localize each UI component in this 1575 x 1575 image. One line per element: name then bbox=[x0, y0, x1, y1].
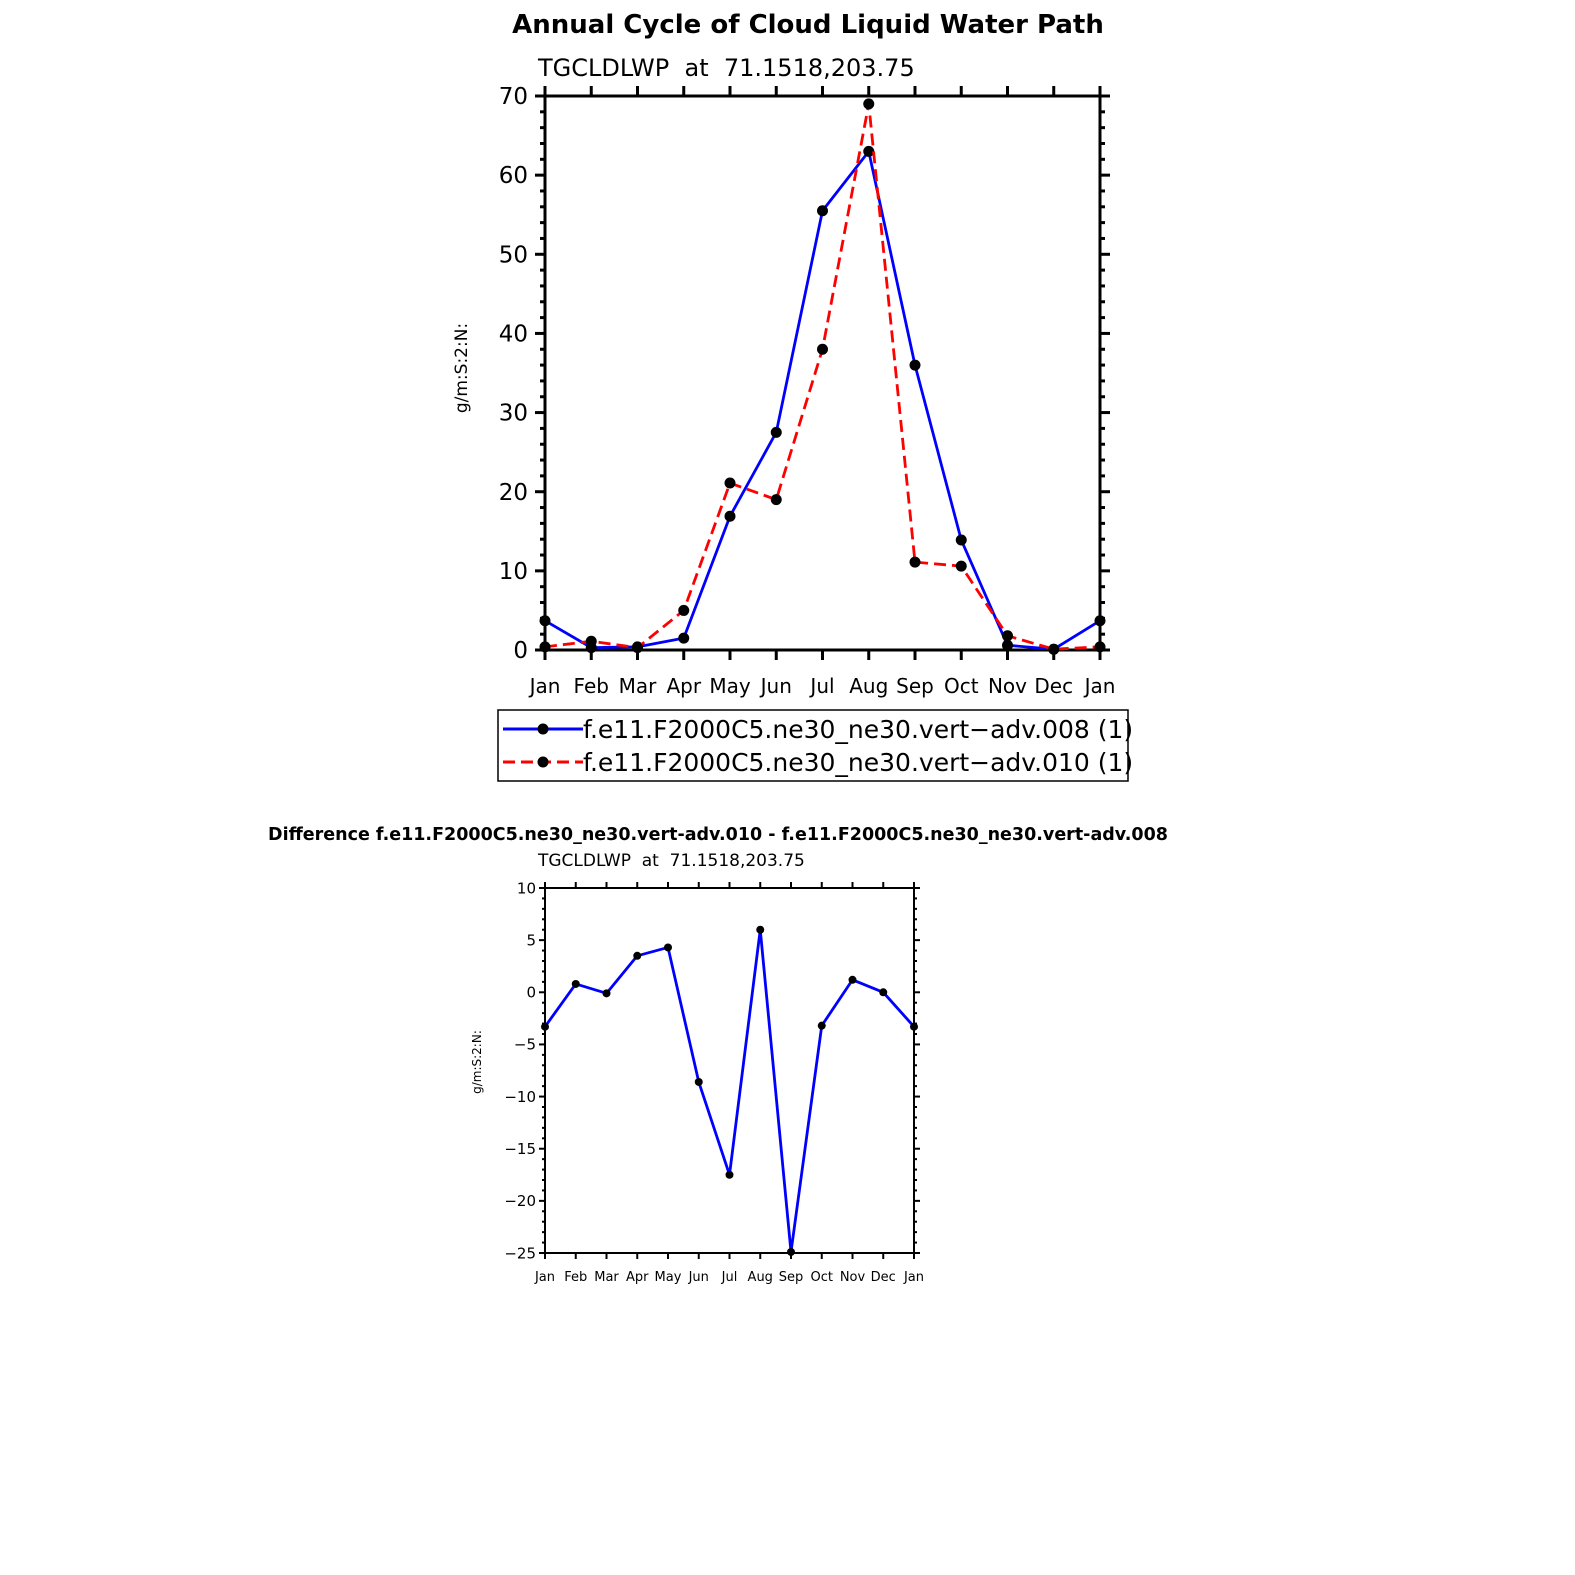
chart-1-series-2-point bbox=[910, 557, 921, 568]
chart-1-xtick-label: Apr bbox=[666, 674, 702, 698]
chart-1-title: Annual Cycle of Cloud Liquid Water Path bbox=[512, 10, 1104, 40]
chart-1-xtick-label: Jul bbox=[810, 674, 835, 698]
chart-1-series-2-point bbox=[771, 494, 782, 505]
chart-2-xtick-label: Sep bbox=[778, 1270, 804, 1285]
chart-1-xtick-label: Feb bbox=[573, 674, 609, 698]
chart-2-ytick-label: −25 bbox=[504, 1244, 536, 1263]
chart-2-series-1-point bbox=[756, 926, 764, 934]
chart-2-ytick-label: 10 bbox=[516, 879, 536, 898]
chart-1-xtick-label: Jan bbox=[529, 674, 561, 698]
chart-1-series-1-point bbox=[817, 205, 828, 216]
chart-1-xtick-label: Jun bbox=[760, 674, 792, 698]
chart-2-series-1-point bbox=[603, 989, 611, 997]
chart-2-xtick-label: Jan bbox=[903, 1270, 925, 1285]
chart-1-ytick-label: 0 bbox=[513, 638, 528, 665]
chart-2-series-1-point bbox=[572, 980, 580, 988]
chart-1-ytick-label: 40 bbox=[498, 321, 528, 348]
chart-2-xtick-label: Aug bbox=[747, 1270, 773, 1285]
chart-2-series-1-point bbox=[695, 1078, 703, 1086]
chart-2-xtick-label: Dec bbox=[870, 1270, 896, 1285]
chart-2-series-1-point bbox=[664, 943, 672, 951]
chart-2-series-1-point bbox=[849, 976, 857, 984]
chart-1-ytick-label: 30 bbox=[498, 400, 528, 427]
legend-label-series-2: f.e11.F2000C5.ne30_ne30.vert−adv.010 (1) bbox=[583, 748, 1134, 777]
chart-1-series-1-point bbox=[725, 511, 736, 522]
chart-2-ytick-label: −20 bbox=[504, 1192, 536, 1211]
chart-2-xtick-label: Feb bbox=[564, 1270, 588, 1285]
legend-marker-series-2 bbox=[538, 757, 549, 768]
chart-2-title: Difference f.e11.F2000C5.ne30_ne30.vert-adv.010 - f.e11.F2000C5.ne30_ne30.vert-adv.008 bbox=[268, 825, 1168, 845]
chart-2-series-1-point bbox=[541, 1023, 549, 1031]
chart-1-xtick-label: Oct bbox=[943, 674, 979, 698]
chart-1-xtick-label: Sep bbox=[896, 674, 934, 698]
chart-2-series-1-point bbox=[818, 1022, 826, 1030]
chart-2-xtick-label: Nov bbox=[839, 1270, 866, 1285]
chart-1-xtick-label: Jan bbox=[1084, 674, 1116, 698]
chart-1-series-1-point bbox=[956, 534, 967, 545]
chart-1-ytick-label: 50 bbox=[498, 242, 528, 269]
chart-1-xtick-label: May bbox=[709, 674, 751, 698]
chart-2-ytick-label: −15 bbox=[504, 1139, 536, 1158]
chart-1-ytick-label: 20 bbox=[498, 479, 528, 506]
chart-1-subtitle: TGCLDLWP at 71.1518,203.75 bbox=[538, 54, 915, 82]
chart-1-series-2-point bbox=[1048, 644, 1059, 655]
chart-1-series-2-point bbox=[632, 642, 643, 653]
chart-1-ytick-label: 70 bbox=[498, 84, 528, 111]
chart-2-series-1-point bbox=[726, 1171, 734, 1179]
chart-2-xtick-label: May bbox=[654, 1270, 682, 1285]
chart-1-xtick-label: Aug bbox=[849, 674, 889, 698]
chart-2-series-1-point bbox=[879, 988, 887, 996]
chart-2-xtick-label: Jun bbox=[688, 1270, 709, 1285]
chart-1-ytick-label: 60 bbox=[498, 163, 528, 190]
chart-1-series-2-point bbox=[678, 605, 689, 616]
chart-1-xtick-label: Nov bbox=[987, 674, 1028, 698]
chart-2-subtitle: TGCLDLWP at 71.1518,203.75 bbox=[538, 851, 805, 871]
chart-1-xtick-label: Mar bbox=[618, 674, 657, 698]
chart-1-series-1-point bbox=[1095, 615, 1106, 626]
legend-marker-series-1 bbox=[538, 724, 549, 735]
chart-1-series-2-point bbox=[817, 344, 828, 355]
chart-2-ytick-label: 5 bbox=[526, 931, 536, 950]
chart-1-series-1-point bbox=[678, 633, 689, 644]
chart-1-series-1-point bbox=[771, 427, 782, 438]
chart-1-series-2-point bbox=[1095, 641, 1106, 652]
chart-2-xtick-label: Jan bbox=[534, 1270, 556, 1285]
chart-2-series-1-point bbox=[787, 1248, 795, 1256]
chart-1-series-2-point bbox=[1002, 630, 1013, 641]
chart-1-series-2-point bbox=[540, 641, 551, 652]
chart-2-xtick-label: Mar bbox=[594, 1270, 619, 1285]
chart-1-xtick-label: Dec bbox=[1034, 674, 1074, 698]
chart-2-xtick-label: Oct bbox=[810, 1270, 833, 1285]
chart-2-series-1-point bbox=[633, 952, 641, 960]
chart-1-ytick-label: 10 bbox=[498, 558, 528, 585]
chart-1-ylabel: g/m:S:2:N: bbox=[452, 322, 472, 414]
chart-1-series-1-point bbox=[540, 615, 551, 626]
chart-2-ytick-label: 0 bbox=[526, 983, 536, 1002]
chart-1-series-2-point bbox=[863, 98, 874, 109]
chart-1-series-2-point bbox=[725, 478, 736, 489]
chart-1-series-2-point bbox=[956, 561, 967, 572]
chart-2-ytick-label: −10 bbox=[504, 1087, 536, 1106]
chart-1-series-2-point bbox=[586, 636, 597, 647]
chart-2-series-1-point bbox=[910, 1023, 918, 1031]
chart-2-ylabel: g/m:S:2:N: bbox=[470, 1030, 484, 1094]
chart-2-xtick-label: Jul bbox=[721, 1270, 738, 1285]
legend-label-series-1: f.e11.F2000C5.ne30_ne30.vert−adv.008 (1) bbox=[583, 715, 1134, 744]
chart-2-xtick-label: Apr bbox=[626, 1270, 649, 1285]
chart-2-ytick-label: −5 bbox=[513, 1035, 536, 1054]
chart-1-series-1-point bbox=[910, 360, 921, 371]
chart-1-series-1-point bbox=[1002, 640, 1013, 651]
